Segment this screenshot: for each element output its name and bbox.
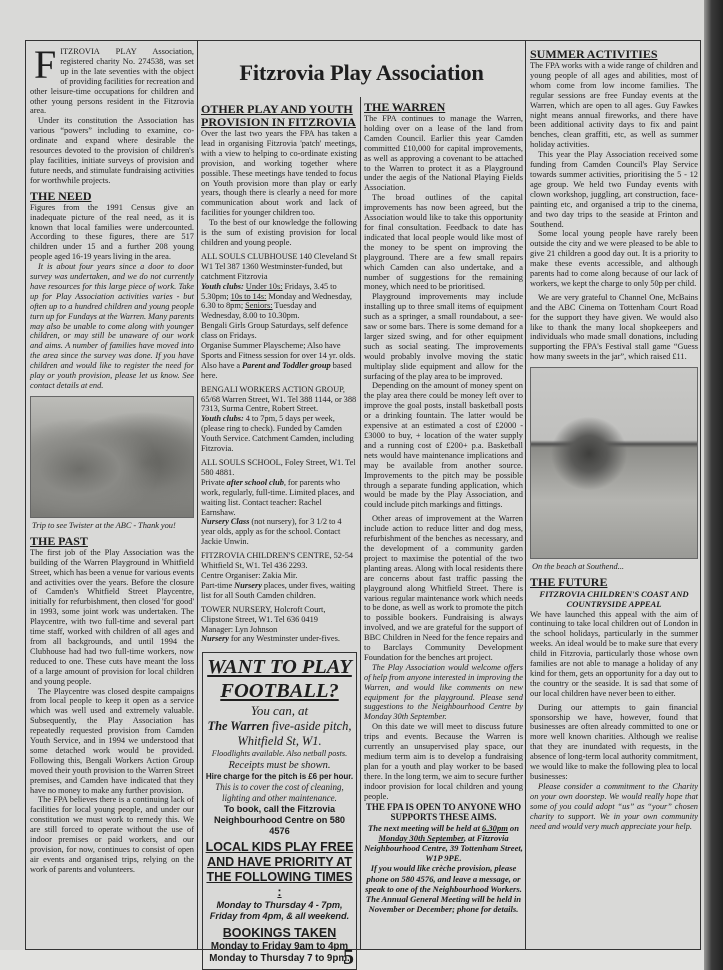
notice-heading: THE FPA IS OPEN TO ANYONE WHO SUPPORTS THESE AIMS. [365, 801, 522, 823]
column-4 [530, 44, 698, 831]
text-segment: Nursery Class [201, 517, 250, 527]
directory-line [201, 634, 357, 644]
photo-caption: On the beach at Southend... [532, 562, 625, 572]
text-segment: places, under fives, waiting list for all South Camden children. [201, 580, 356, 600]
ad-title: FOOTBALL? [220, 680, 339, 703]
text-segment: The next meeting will be held at [368, 822, 482, 833]
section-heading: THE NEED [30, 188, 92, 203]
text-segment: Monday 30th September [378, 832, 464, 843]
column-1 [30, 42, 194, 875]
text-segment: BENGALI WORKERS ACTION GROUP, 65/68 Warren Street, W1. Tel 388 1144, or 388 7313, Surma Centre, Robert Street. [201, 384, 357, 414]
drop-cap: F [34, 42, 57, 87]
text-segment: Private [201, 477, 227, 487]
text-segment: after school club [226, 477, 284, 487]
section-heading: OTHER PLAY AND YOUTH PROVISION IN FITZROVIA [201, 102, 356, 129]
column-3 [364, 97, 523, 914]
text-segment: (not nursery), for 3 1/2 to 4 year olds, apply as for the school. Contact Jackie Unwin. [201, 517, 342, 547]
text-segment: Part-time [201, 580, 235, 590]
photo-caption: Trip to see Twister at the ABC - Thank you! [32, 520, 176, 530]
intro-paragraph [30, 42, 194, 116]
ad-address: Whitfield St, W1. [237, 734, 322, 749]
text-segment: Nursery [234, 580, 262, 590]
paragraph: Other areas of improvement at the Warren include action to reduce litter and dog mess, refurbishment of the benches as necessary, and the development of a community garden project to maximise the potential of the two planting areas. Along with local residents there are concerns about fast traffic passing the playground along Whitfield Street. There is various regular maintenance work which needs to be done, as well as work to promote the pitch to possible bookers. Fundraising is always involved, and we are grateful for the support of BBC Children in Need for the fence repairs and to Barclays Community Development Foundation for the benches art project. [364, 514, 523, 662]
paragraph: Under its constitution the Association has various “powers” including to examine, co-ordinate and expand where desirable the resources devoted to the provision of children's play facilities, initiate surveys of provision and future needs, and stimulate fundraising activities for worthwhile projects. [30, 116, 194, 185]
text-segment: ALL SOULS SCHOOL, Foley Street, W1. Tel 580 4881. [201, 458, 356, 477]
ad-text: Receipts must be shown. [228, 759, 331, 771]
ad-headline: BOOKINGS TAKEN [222, 926, 337, 941]
paragraph: To the best of our knowledge the following is the sum of existing provision for local children and young people. [201, 218, 357, 247]
directory-entry [201, 551, 357, 601]
text-segment: Nursery [201, 634, 229, 644]
section-heading: THE FUTURE [530, 575, 608, 590]
text-segment: Tuesday and Wednesday, 8.00 to 10.30pm. [201, 301, 317, 321]
text-segment: Organise Summer Playscheme; Also have Sports and Fitness session for over 14 yr. olds. Also have a [201, 341, 356, 370]
column-2-articles [201, 103, 357, 644]
paragraph: It is about four years since a door to door survey was undertaken, and we do not currently have resources for this large piece of work. Take up for Play Association activities varies - but often up to a hundred children and young people turn up for Fundays at the Warren. Many parents may also be unable to come along with younger children, or may still be unaware of our work and aims. A number of families have moved into the area since the survey was done. If you have children and would like to register the need for play or youth provision, please let us know. See contact details at end. [30, 262, 194, 390]
section-heading: THE PAST [30, 533, 88, 548]
paragraph: Playground improvements may include installing up to three small items of equipment such as a springer, a small roundabout, a see-saw or some bars. There is some demand for a larger sized swing, and for other equipment such as social seating. The improvements would probably involve moving the static multiplay slide equipment and allow for the surfacing of the play area to be improved. [364, 292, 523, 381]
text-segment: on [507, 822, 519, 833]
directory-line [201, 321, 357, 341]
text-segment: FITZROVIA CHILDREN'S COAST AND COUNTRYSIDE APPEAL [539, 589, 689, 610]
paragraph: The Play Association would welcome offers of help from anyone interested in improving the Warren, and would like comments on new equipment for the playground. Please send suggestions to the Neighbourhood Centre by Monday 30th September. [364, 662, 523, 722]
directory-line [201, 414, 357, 454]
paragraph: The first job of the Play Association was the building of the Warren Playground in Whitfield Street, which has been a venue for various events and activities over the years. Before the closure of Camden's Whitfield Street Playcentre, initially for refurbishment, then closed 'for good' in 1993, some joint work was undertaken. The Playcentre, with two full-time and several part time staff, worked with children of all ages and from all backgrounds, and until 1994 the Clubhouse had had two full-time workers, now reduced to one. These cuts have meant the loss of a large amount of provision for local children and young people. [30, 547, 194, 686]
directory-line [201, 341, 357, 381]
ad-text: Floodlights available. Also netball posts. [211, 749, 348, 759]
section-heading: SUMMER ACTIVITIES [530, 47, 658, 61]
directory-line [201, 571, 357, 581]
column-2 [201, 99, 357, 970]
paragraph: We have launched this appeal with the aim of continuing to take local children out of London in the school holidays, particularly in the summer weeks. An ideal would be to make sure that every child in Fitzrovia, particularly those whose own families are not able to manage a holiday of any kind for them, gets an opportunity for a day out to the country or the seaside. It is sad that some of our local children have never been to either. [530, 609, 698, 698]
ad-headline: AND HAVE PRIORITY AT [207, 855, 352, 870]
ad-charge: Hire charge for the pitch is £6 per hour. [205, 771, 354, 781]
paragraph: Figures from the 1991 Census give an inadequate picture of the real need, as it is known that local families were undercounted. According to these figures, there are 517 children under 15 and a further 208 young people aged 16-19 years living in the area. [30, 202, 194, 262]
paragraph: The broad outlines of the capital improvements has now been agreed, but the Association would like to take this opportunity for final consultation. Feedback to date has indicated that local people would like most of the money to be spent on improving the playground. There are a few small repairs which Camden can also undertake, and a number of suggestions for the remaining money, which need to be prioritised. [364, 193, 523, 292]
paragraph: The Playcentre was closed despite campaigns from local people to keep it open as a service which was well used and extremely valuable. Subsequently, the Play Association has repeatedly requested provision from Camden Youth Service, and in 1994 we understood that some detached work would be provided. Following this, Bengali Workers Action Group moved their youth provision to the Warren Street premises, and Camden have indicated that they have no money to make any further provision. [30, 686, 194, 795]
directory-line [201, 458, 357, 478]
directory-entry [201, 605, 357, 645]
ad-times: Friday from 4pm, & all weekend. [209, 911, 350, 922]
ad-title: WANT TO PLAY [207, 656, 352, 679]
paragraph-text: ITZROVIA PLAY Association, registered charity No. 274538, was set up in the late seventies with the object of providing facilities for recreation and other leisure-time occupations for children and other young persons resident in the Fitzrovia area. [30, 47, 194, 116]
text-segment: If you would like crèche provision, please phone on 580 4576, and leave a message, or speak to one of the Neighbourhood Workers. The Annual General Meeting will be held in November or December; phone for details. [365, 863, 522, 915]
paragraph: The FPA works with a wide range of children and young people of all ages and abilities, most of whom come from low income families. The regular sessions are free Funday events at the Warren, which are open to all ages. Guy Fawkes night means annual fireworks, and there have been additional activity days to fix and paint benches, clean graffiti, etc, as well as summer holiday activities. [530, 61, 698, 150]
ad-times: Monday to Thursday 7 to 9pm. [209, 953, 350, 965]
column-divider [360, 97, 361, 950]
ad-venue-name: The Warren [207, 719, 269, 734]
text-segment: Fridays, 3.45 to 5.30pm; [201, 281, 337, 301]
ad-text: You can, at [250, 703, 309, 719]
text-segment: 4 to 7pm, 5 days per week, (please ring to check). Funded by Camden Youth Service. Catchment Camden, including Fitzrovia. [201, 414, 354, 454]
column-divider [197, 40, 198, 950]
directory-line [201, 625, 357, 635]
section-heading: THE WARREN [364, 100, 446, 114]
notice-text [530, 589, 698, 609]
directory-line [201, 551, 357, 571]
directory-line [201, 385, 357, 415]
directory-line [201, 605, 357, 625]
notice-text [364, 863, 523, 914]
paragraph: This year the Play Association received some funding from Camden Council's Play Service towards summer activities, prioritising the 5 - 12 age group. We held two Funday events with clown workshop, juggling, art construction, face-painting etc, and organised a trip to the cinema, and two day trips to the seaside at Frinton and Southend. [530, 150, 698, 229]
paragraph: Please consider a commitment to the Charity on your own doorstep. We would really hope that some of you could adopt “us” as “your” chosen charity to support. We in your own community need and would very much appreciate your help. [530, 781, 698, 831]
text-segment: FITZROVIA CHILDREN'S CENTRE, 52-54 Whitfield St, W1. Tel 436 2293. [201, 551, 354, 571]
text-segment: , for parents who work, regularly, full-time. Limited places, and waiting list. Contact teacher: Rachel Earnshaw. [201, 477, 355, 517]
text-segment: TOWER NURSERY, Holcroft Court, Clipstone Street, W1. Tel 636 0419 [201, 604, 326, 624]
ad-headline: LOCAL KIDS PLAY FREE [205, 840, 354, 855]
scan-edge [704, 0, 723, 970]
directory-line [201, 478, 357, 518]
paragraph: The FPA continues to manage the Warren, holding over on a lease of the land from Camden Council. Earlier this year Camden committed £10,000 for capital improvements, as well as approving a covenant to be attached to the Warren to protect it as a Playground under the aegis of the National Playing Fields Association. [364, 114, 523, 193]
text-segment: ALL SOULS CLUBHOUSE 140 Cleveland St W1 Tel 387 1360 Westminster-funded, but catchment Fitzrovia [201, 251, 357, 281]
directory-line [201, 517, 357, 547]
ad-booking: Neighbourhood Centre on 580 4576 [213, 815, 346, 837]
text-segment: Bengali Girls Group Saturdays, self defence class on Fridays. [201, 321, 348, 341]
column-divider [525, 40, 526, 950]
text-segment: Seniors: [245, 301, 273, 311]
text-segment: for any Westminster under-fives. [228, 634, 340, 644]
football-advert [202, 652, 357, 970]
text-segment: Youth clubs: [201, 414, 244, 424]
ad-headline: THE FOLLOWING TIMES : [206, 870, 353, 900]
masthead-title: Fitzrovia Play Association [239, 60, 484, 85]
text-segment: 10s to 14s: [230, 291, 267, 301]
text-segment: Manager: Lyn Johnson [201, 624, 278, 634]
paragraph: Over the last two years the FPA has taken a lead in organising Fitzrovia 'patch' meetings, with a view to helping to co-ordinate existing provision, and working together where possible. These meetings have tended to focus on Youth provision more than play or early years, though there is clearly a need for more communication about work and lack of facilities for younger children too. [201, 129, 357, 218]
directory-entry [201, 385, 357, 454]
text-segment: Monday and Wednesday, 6.30 to 8pm; [201, 291, 352, 311]
paragraph: The FPA believes there is a continuing lack of facilities for local young people, and under our constitution we must work to remedy this. We are still forced to operate without the use of indoor premises or paid workers, and our provision, for now, continues to consist of open air events and organised trips, relying on the work of parents and volunteers. [30, 795, 194, 874]
directory-line [201, 252, 357, 282]
photo-figure [30, 396, 194, 531]
directory-entry [201, 252, 357, 381]
ad-times: Monday to Friday 9am to 4pm [210, 941, 349, 953]
text-segment: Youth clubs: [201, 281, 244, 291]
text-segment: based here. [201, 360, 352, 380]
photo-image [30, 396, 194, 518]
ad-booking: To book, call the Fitzrovia [223, 804, 336, 815]
page-number: 5 [343, 944, 354, 969]
text-segment: Under 10s: [245, 281, 283, 291]
ad-times: Monday to Thursday 4 - 7pm, [216, 900, 343, 911]
notice-text [364, 823, 523, 864]
paragraph: On this date we will meet to discuss future trips and events. Because the Warren is currently an unsupervised play space, our medium term aim is to develop a fundraising plan for a youth and play worker to be based there. In the long term, we aim to secure further indoor provision for local children and young people. [364, 722, 523, 801]
ad-text: lighting and other maintenance. [222, 793, 337, 804]
paragraph: Some local young people have rarely been outside the city and we were pleased to be able to give 21 children a good day out. It is a priority to make these events accessible, and although parents had to come along because of our lack of workers, we kept the charge to only 50p per child. [530, 229, 698, 288]
directory-line [201, 581, 357, 601]
text-segment: 6.30pm [481, 822, 508, 833]
paragraph: We are very grateful to Channel One, McBains and the ABC Cinema on Tottenham Court Road for the support they have given. We would also like to thank the many local shopkeepers and individuals who made small donations, including supporting the FPA's Festival stall game “Guess how many sweets in the jar”, which raised £11. [530, 292, 698, 362]
paragraph: Depending on the amount of money spent on the play area there could be money left over to improve the goal posts, install basketball posts or a drinking fountain. The latter would be expensive at an estimated a cost of £2000 - £3000 to buy, + location of the water supply and a running cost of £200+ p.a. Basketball nets would have maintenance implications and may be available from another source. Improvements to the pitch may be possible through a separate funding application, which would be made by the Play Association, and could include pitch markings and fittings. [364, 381, 523, 510]
ad-text: This is to cover the cost of cleaning, [215, 782, 344, 793]
photo-image [530, 367, 698, 559]
text-segment: Centre Organiser: Zakia Mir. [201, 570, 298, 580]
directory-entry [201, 458, 357, 547]
ad-text: five-aside pitch, [268, 719, 352, 734]
text-segment: , at Fitzrovia Neighbourhood Centre, 39 Tottenham Street, W1P 9PE. [364, 832, 523, 864]
text-segment: Parent and Toddler group [242, 360, 331, 370]
ad-venue [204, 719, 355, 734]
paragraph: During our attempts to gain financial sponsorship we have, however, found that businesses are often already committed to one or more well known charities. Although we realise that they are inundated with requests, in the absence of long-term local authority commitment, we would like to make the following plea to local businesses: [530, 702, 698, 781]
photo-figure [530, 367, 698, 572]
directory-line [201, 282, 357, 322]
